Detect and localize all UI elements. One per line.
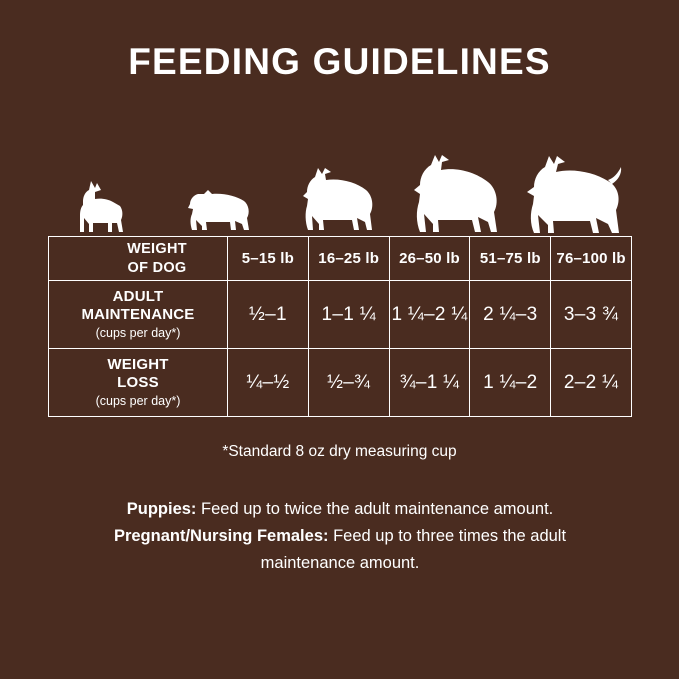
terrier-silhouette-icon	[186, 180, 260, 238]
pointer-silhouette-icon	[409, 154, 505, 238]
corner-label-line2: OF DOG	[127, 259, 187, 276]
page-title: FEEDING GUIDELINES	[128, 41, 551, 82]
corner-header-cell	[49, 237, 228, 281]
row-label-line2: LOSS	[117, 374, 159, 391]
dog-silhouette-cell	[398, 148, 515, 238]
feeding-notes	[60, 497, 620, 577]
amount-cell: 3–3 ¾	[551, 281, 632, 349]
amount-cell: ¾–1 ¼	[389, 349, 470, 417]
amount-cell: 2–2 ¼	[551, 349, 632, 417]
amount-cell: 1 ¼–2 ¼	[389, 281, 470, 349]
feeding-table	[48, 236, 632, 417]
weight-column-header: 5–15 lb	[228, 237, 309, 281]
table-header-row	[49, 237, 632, 281]
dog-silhouette-cell	[282, 148, 399, 238]
amount-cell: 1 ¼–2	[470, 349, 551, 417]
amount-cell: ¼–½	[228, 349, 309, 417]
puppies-note-text: Feed up to twice the adult maintenance amount.	[196, 500, 554, 518]
chihuahua-silhouette-icon	[75, 180, 137, 238]
corner-label-line1: WEIGHT	[127, 241, 187, 258]
puppies-note-label: Puppies:	[126, 500, 197, 518]
table-row	[49, 281, 632, 349]
dog-silhouette-cell	[515, 148, 632, 238]
measuring-cup-footnote: *Standard 8 oz dry measuring cup	[222, 443, 457, 460]
amount-cell: ½–¾	[308, 349, 389, 417]
pregnant-note	[60, 524, 620, 549]
dog-silhouette-cell	[165, 148, 282, 238]
dog-size-silhouettes	[48, 148, 632, 238]
pregnant-note-continuation: maintenance amount.	[260, 553, 420, 572]
row-header-adult-maintenance	[49, 281, 228, 349]
row-label-line2: MAINTENANCE	[81, 306, 195, 323]
weight-column-header: 76–100 lb	[551, 237, 632, 281]
table-row	[49, 349, 632, 417]
amount-cell: 1–1 ¼	[308, 281, 389, 349]
row-label-line1: WEIGHT	[107, 356, 169, 373]
amount-cell: ½–1	[228, 281, 309, 349]
dog-silhouette-cell	[48, 148, 165, 238]
pregnant-note-text: Feed up to three times the adult	[328, 526, 567, 545]
weight-column-header: 51–75 lb	[470, 237, 551, 281]
puppies-note	[60, 497, 620, 522]
row-header-weight-loss	[49, 349, 228, 417]
weight-column-header: 16–25 lb	[308, 237, 389, 281]
boxer-silhouette-icon	[298, 168, 382, 238]
retriever-silhouette-icon	[522, 154, 626, 238]
amount-cell: 2 ¼–3	[470, 281, 551, 349]
row-label-sub: (cups per day*)	[95, 394, 181, 408]
row-label-sub: (cups per day*)	[95, 326, 181, 340]
row-label-line1: ADULT	[112, 288, 164, 305]
feeding-table-wrapper	[48, 236, 632, 417]
weight-column-header: 26–50 lb	[389, 237, 470, 281]
pregnant-note-label: Pregnant/Nursing Females:	[113, 526, 329, 545]
